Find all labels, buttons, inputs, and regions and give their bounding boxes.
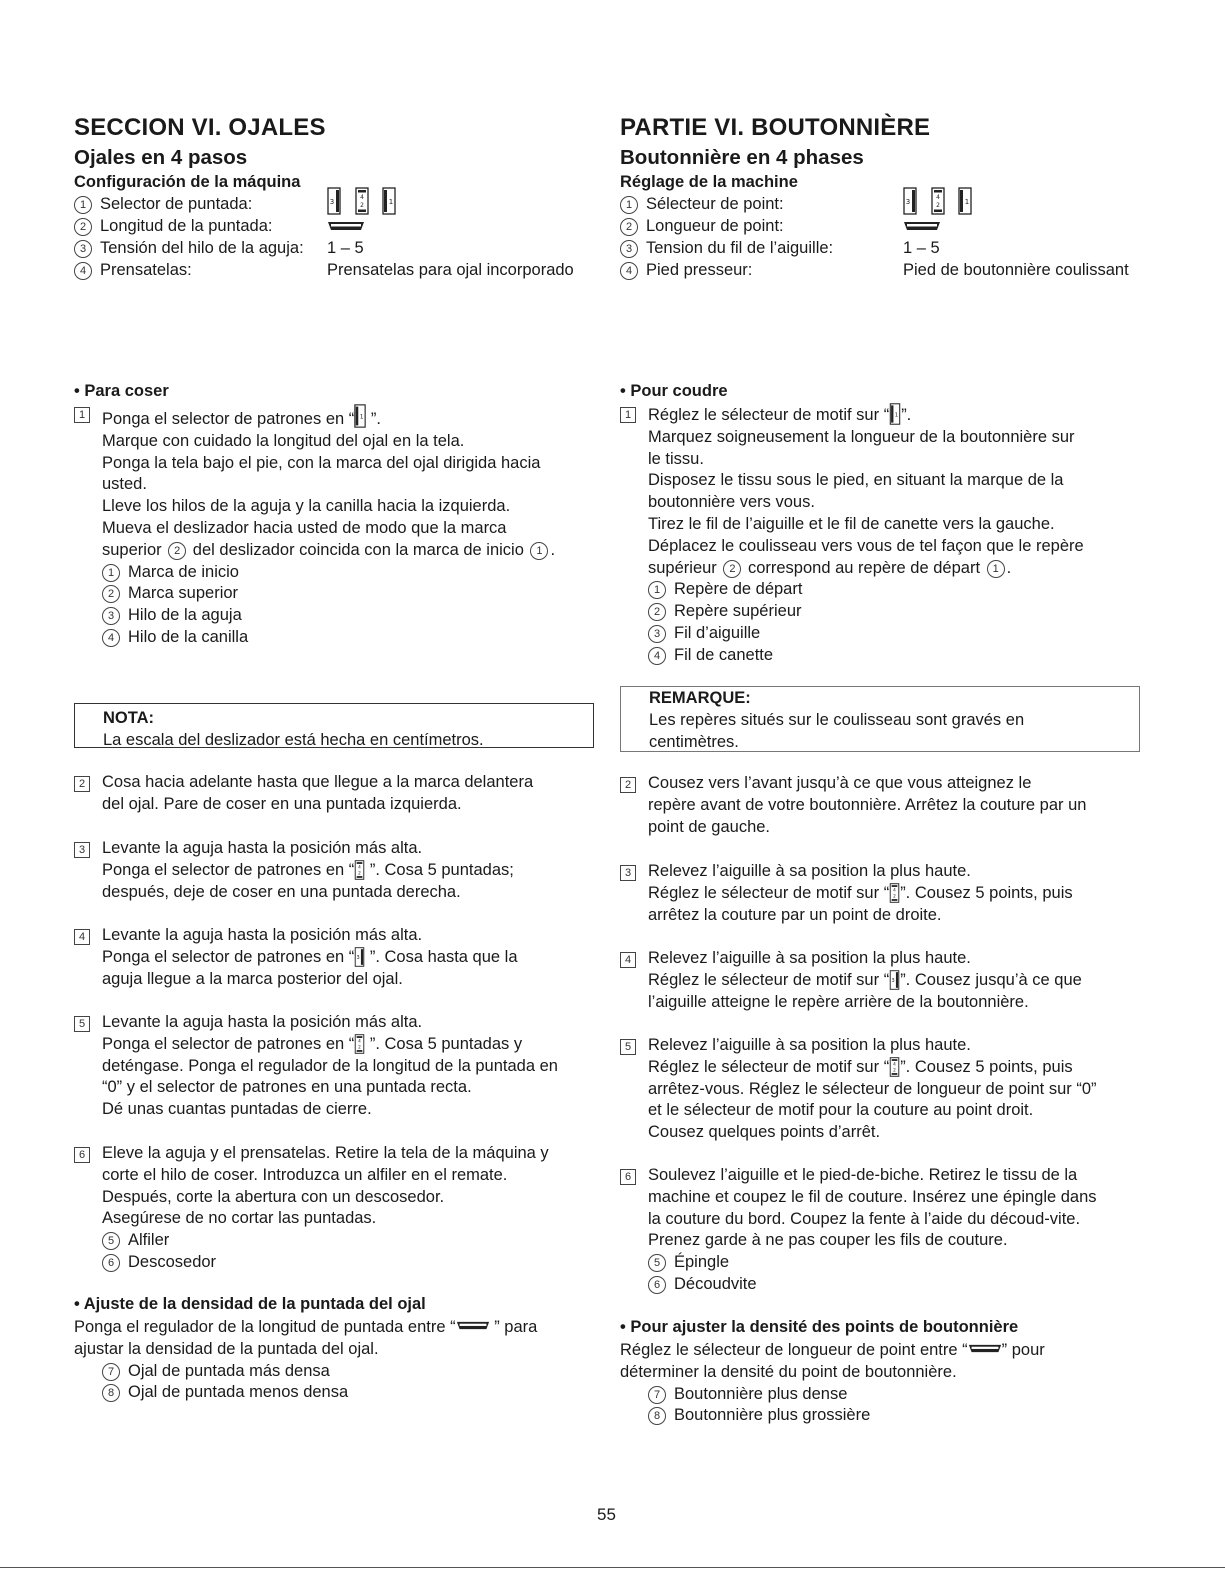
pattern-4-2-icon — [354, 1034, 365, 1054]
pattern-3-icon — [354, 947, 365, 967]
svg-text:1: 1 — [895, 412, 899, 419]
list-item: 3 Fil d’aiguille — [648, 623, 1165, 645]
page-number: 55 — [597, 1505, 616, 1524]
step-4: 4 Relevez l’aiguille à sa position la plus haute. Réglez le sélecteur de motif sur “ 3 ”. Cousez jusqu’à ce que l’aiguille atteigne le repère arrière de la boutonnière. — [620, 948, 1165, 1013]
svg-text:2: 2 — [893, 894, 897, 900]
list-item: 2 Marca superior — [102, 583, 604, 605]
svg-text:4: 4 — [893, 888, 897, 894]
list-item: 8 Ojal de puntada menos densa — [74, 1382, 604, 1404]
french-column — [620, 0, 1165, 1585]
setting-row: 1 Sélecteur de point: — [620, 193, 784, 215]
svg-text:4: 4 — [893, 1062, 897, 1068]
pattern-3-icon — [889, 970, 900, 990]
stitch-length-icon — [327, 220, 365, 232]
setting-value: 1 – 5 — [327, 239, 364, 257]
setting-row: 4 Pied presseur: — [620, 259, 752, 281]
pattern-1-icon — [889, 403, 901, 425]
section-subtitle: Ojales en 4 pasos — [74, 146, 248, 169]
step-3: 3 Levante la aguja hasta la posición más alta. Ponga el selector de patrones en “ 4 2 ”. Cosa 5 puntadas; después, deje de coser en una puntada derecha. — [74, 838, 604, 903]
svg-text:4: 4 — [935, 194, 940, 201]
step-5: 5 Levante la aguja hasta la posición más alta. Ponga el selector de patrones en “ 4 2 ”. Cosa 5 puntadas y deténgase. Ponga el regulador de la longitud de la puntada en “0” y el selector de patrones en una puntada recta. Dé unas cuantas puntadas de cierre. — [74, 1012, 604, 1121]
pattern-4-2-icon — [931, 187, 945, 215]
pattern-1-icon — [958, 187, 972, 215]
svg-text:3: 3 — [905, 198, 911, 206]
list-item: 6 Descosedor — [102, 1252, 604, 1274]
list-item: 5 Alfiler — [102, 1230, 604, 1252]
svg-text:4: 4 — [359, 194, 364, 201]
list-item: 7 Ojal de puntada más densa — [74, 1361, 604, 1383]
svg-text:1: 1 — [964, 198, 970, 206]
svg-text:2: 2 — [893, 1068, 897, 1074]
density-title: • Ajuste de la densidad de la puntada del ojal — [74, 1295, 426, 1313]
step-1: 1 Réglez le sélecteur de motif sur “ 1 ”. Marquez soigneusement la longueur de la boutonnière sur le tissu. Disposez le tissu sous le pied, en situant la marque de la boutonnière vers vous. Tirez le fil de l’aiguille et le fil de canette vers la gauche. Déplacez le coulisseau vers vous de tel façon que le repère supérieur 2 correspond au repère de départ 1 . 1 Repère de départ 2 Repère supérieur 3 Fil d’aiguille 4 Fil de canette — [620, 403, 1165, 667]
step-3: 3 Relevez l’aiguille à sa position la plus haute. Réglez le sélecteur de motif sur “ 4 2 ”. Cousez 5 points, puis arrêtez la couture par un point de droite. — [620, 861, 1165, 926]
list-item: 2 Repère supérieur — [648, 601, 1165, 623]
setting-row: 4 Prensatelas: — [74, 259, 192, 281]
pattern-1-icon — [354, 403, 366, 429]
list-item: 6 Découdvite — [648, 1274, 1165, 1296]
stitch-selector-icons — [327, 187, 405, 215]
bottom-rule — [0, 1567, 1225, 1568]
setting-value: Pied de boutonnière coulissant — [903, 261, 1129, 279]
setting-row: 3 Tension du fil de l’aiguille: — [620, 237, 833, 259]
note-box: REMARQUE: Les repères situés sur le coulisseau sont gravés en centimètres. — [620, 686, 1140, 752]
config-title: Configuración de la máquina — [74, 173, 301, 191]
setting-row: 1 Selector de puntada: — [74, 193, 252, 215]
spanish-column — [74, 0, 604, 1585]
svg-text:2: 2 — [358, 871, 362, 877]
density-title: • Pour ajuster la densité des points de boutonnière — [620, 1318, 1019, 1336]
section-title: PARTIE VI. BOUTONNIÈRE — [620, 114, 931, 141]
pattern-4-2-icon — [355, 187, 369, 215]
step-5: 5 Relevez l’aiguille à sa position la plus haute. Réglez le sélecteur de motif sur “ 4 2 ”. Cousez 5 points, puis arrêtez-vous. Réglez le sélecteur de longueur de point sur “0” et le sélecteur de motif pour la couture au point droit. Cousez quelques points d’arrêt. — [620, 1035, 1165, 1144]
stitch-length-icon — [968, 1343, 1002, 1354]
step-2: 2 Cosa hacia adelante hasta que llegue a la marca delantera del ojal. Pare de coser en una puntada izquierda. — [74, 772, 604, 816]
density-text: Réglez le sélecteur de longueur de point entre “ ” pour déterminer la densité du point de boutonnière. 7 Boutonnière plus dense 8 Boutonnière plus grossière — [620, 1340, 1165, 1427]
pattern-4-2-icon — [889, 1057, 900, 1077]
section-subtitle: Boutonnière en 4 phases — [620, 146, 864, 169]
note-box: NOTA: La escala del deslizador está hecha en centímetros. — [74, 703, 594, 748]
svg-text:1: 1 — [388, 198, 394, 206]
step-2: 2 Cousez vers l’avant jusqu’à ce que vous atteignez le repère avant de votre boutonnière. Arrêtez la couture par un point de gauche. — [620, 773, 1165, 838]
svg-text:3: 3 — [329, 198, 335, 206]
list-item: 4 Fil de canette — [648, 645, 1165, 667]
step-1: 1 Ponga el selector de patrones en “ 1 ”. Marque con cuidado la longitud del ojal en la tela. Ponga la tela bajo el pie, con la marca del ojal dirigida hacia usted. Lleve los hilos de la aguja y la canilla hacia la izquierda. Mueva el deslizador hacia usted de modo que la marca superior 2 del deslizador coincida con la marca de inicio 1 . 1 Marca de inicio 2 Marca superior 3 Hilo de la aguja 4 Hilo de la canilla — [74, 403, 604, 649]
svg-text:2: 2 — [358, 1045, 362, 1051]
config-title: Réglage de la machine — [620, 173, 798, 191]
svg-text:3: 3 — [891, 977, 895, 984]
setting-row: 2 Longueur de point: — [620, 215, 784, 237]
list-item: 4 Hilo de la canilla — [102, 627, 604, 649]
pattern-3-icon — [327, 187, 341, 215]
pattern-3-icon — [903, 187, 917, 215]
setting-value: 1 – 5 — [903, 239, 940, 257]
sewing-title: • Para coser — [74, 382, 169, 400]
section-title: SECCION VI. OJALES — [74, 114, 326, 141]
list-item: 1 Repère de départ — [648, 579, 1165, 601]
setting-row: 3 Tensión del hilo de la aguja: — [74, 237, 304, 259]
list-item: 3 Hilo de la aguja — [102, 605, 604, 627]
stitch-length-icon — [456, 1320, 490, 1331]
density-text: Ponga el regulador de la longitud de puntada entre “ ” para ajustar la densidad de la puntada del ojal. 7 Ojal de puntada más densa 8 Ojal de puntada menos densa — [74, 1317, 604, 1404]
pattern-1-icon — [382, 187, 396, 215]
step-4: 4 Levante la aguja hasta la posición más alta. Ponga el selector de patrones en “ 3 ”. Cosa hasta que la aguja llegue a la marca posterior del ojal. — [74, 925, 604, 990]
list-item: 1 Marca de inicio — [102, 562, 604, 584]
pattern-4-2-icon — [889, 883, 900, 903]
pattern-4-2-icon — [354, 860, 365, 880]
step-6: 6 Eleve la aguja y el prensatelas. Retire la tela de la máquina y corte el hilo de coser. Introduzca un alfiler en el remate. Después, corte la abertura con un descosedor. Asegúrese de no cortar las puntadas. 5 Alfiler 6 Descosedor — [74, 1143, 604, 1274]
list-item: 7 Boutonnière plus dense — [620, 1384, 1165, 1406]
setting-value: Prensatelas para ojal incorporado — [327, 261, 574, 279]
svg-text:2: 2 — [359, 202, 364, 209]
svg-text:4: 4 — [358, 865, 362, 871]
svg-text:2: 2 — [935, 202, 940, 209]
svg-text:3: 3 — [356, 954, 360, 961]
svg-text:1: 1 — [360, 413, 364, 421]
svg-text:4: 4 — [358, 1039, 362, 1045]
list-item: 8 Boutonnière plus grossière — [620, 1405, 1165, 1427]
step-6: 6 Soulevez l’aiguille et le pied-de-biche. Retirez le tissu de la machine et coupez le fil de couture. Insérez une épingle dans la couture du bord. Coupez la fente à l’aide du découd-vite. Prenez garde à ne pas couper les fils de couture. 5 Épingle 6 Découdvite — [620, 1165, 1165, 1296]
stitch-length-icon — [903, 220, 941, 232]
list-item: 5 Épingle — [648, 1252, 1165, 1274]
stitch-selector-icons — [903, 187, 981, 215]
sewing-title: • Pour coudre — [620, 382, 728, 400]
setting-row: 2 Longitud de la puntada: — [74, 215, 273, 237]
